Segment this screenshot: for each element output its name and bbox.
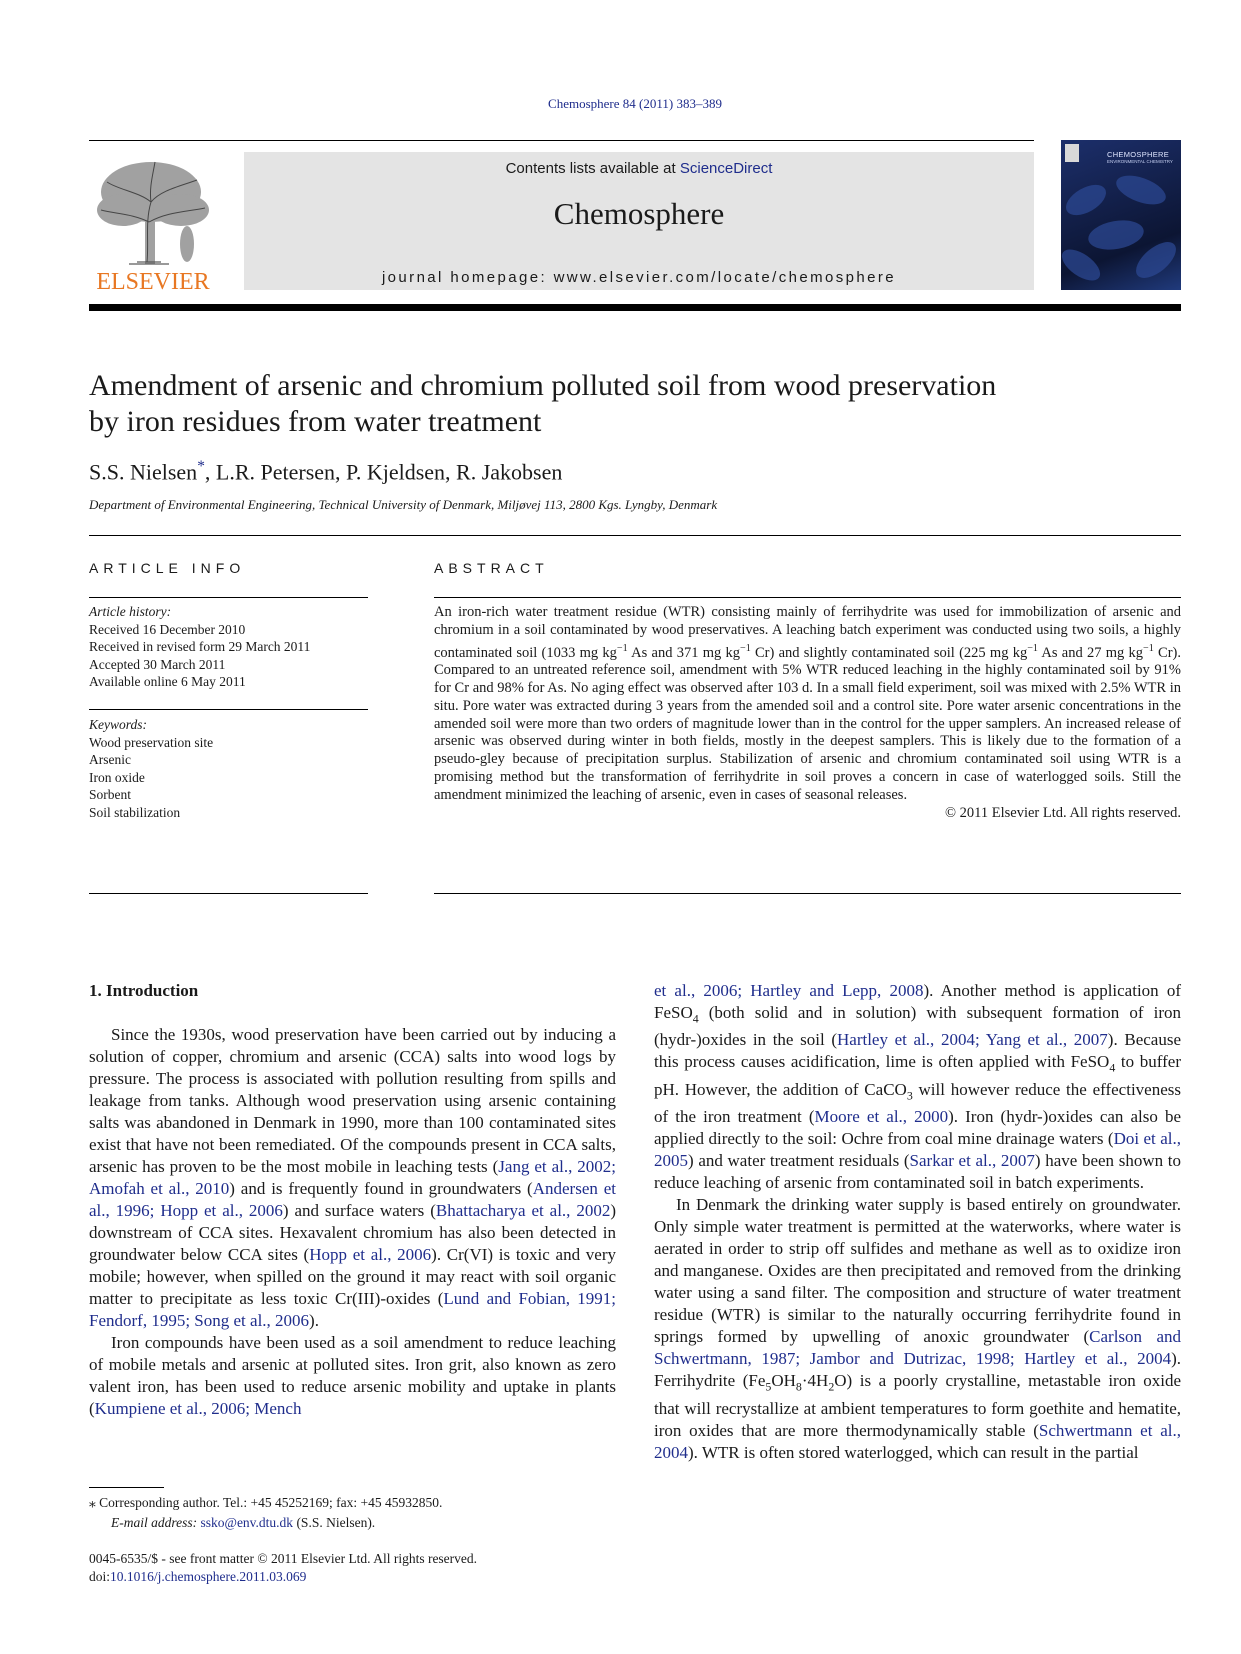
- title-rule: [89, 535, 1181, 536]
- doi-link[interactable]: 10.1016/j.chemosphere.2011.03.069: [110, 1569, 307, 1584]
- cover-title: CHEMOSPHERE: [1107, 150, 1170, 159]
- citation-link[interactable]: Jang et al., 2002; Amofah et al., 2010: [89, 1157, 617, 1198]
- body-column-right: [654, 980, 1181, 1464]
- email-link[interactable]: ssko@env.dtu.dk: [200, 1515, 294, 1530]
- keyword-item: Arsenic: [89, 752, 131, 767]
- top-rule: [89, 140, 1034, 141]
- email-label: E-mail address:: [111, 1515, 201, 1530]
- contents-prefix: Contents lists available at: [505, 160, 680, 177]
- abstract-body: [434, 604, 1181, 822]
- history-online: Available online 6 May 2011: [89, 674, 246, 689]
- authors-rest: , L.R. Petersen, P. Kjeldsen, R. Jakobsen: [204, 459, 563, 485]
- citation-link[interactable]: Hartley et al., 2004; Yang et al., 2007: [837, 1030, 1108, 1050]
- history-received: Received 16 December 2010: [89, 621, 246, 637]
- intro-paragraph-2: Iron compounds have been used as a soil amendment to reduce leaching of mobile metals and arsenic at polluted sites. Iron grit, also known as zero valent iron, has been used to reduce arsenic mobility and uptake in plants (Kumpiene et al., 2006; Mench: [89, 1333, 616, 1418]
- email-suffix: (S.S. Nielsen).: [293, 1515, 376, 1530]
- citation-link[interactable]: Doi et al., 2005: [654, 1129, 1181, 1171]
- citation-link[interactable]: Schwertmann et al., 2004: [654, 1420, 1182, 1462]
- intro-paragraph-2-continued: et al., 2006; Hartley and Lepp, 2008). Another method is application of FeSO$_4$ (both solid and in solution) with subsequent formation of iron (hydr-)oxides in the soil (Hartley et al., 2004; Yang et al., 2007). Because this process causes acidification, lime is often applied with FeSO$_4$ to buffer pH. However, the addition of CaCO$_3$ will however reduce the effectiveness of the iron treatment (Moore et al., 2000). Iron (hydr-)oxides can also be applied directly to the soil: Ochre from coal mine drainage waters (Doi et al., 2005) and water treatment residuals (Sarkar et al., 2007) have been shown to reduce leaching of arsenic from contaminated soil in batch experiments.: [654, 981, 1182, 1193]
- front-matter-line: 0045-6535/$ - see front matter © 2011 Elsevier Ltd. All rights reserved.: [89, 1551, 478, 1566]
- author-first: S.S. Nielsen: [89, 459, 198, 485]
- footnote-mark: ⁎: [89, 1495, 96, 1510]
- footnote-rule: [89, 1487, 164, 1488]
- intro-paragraph-1: Since the 1930s, wood preservation have been carried out by inducing a solution of copper, chromium and arsenic (CCA) salts into wood logs by pressure. The process is associated with pollution resulting from spills and leakage from tanks. Although wood preservation using arsenic containing salts was abandoned in Denmark in 1990, more than 100 contaminated sites exist that have not been remediated. Of the compounds present in CCA salts, arsenic has proven to be the most mobile in leaching tests (Jang et al., 2002; Amofah et al., 2010) and is frequently found in groundwaters (Andersen et al., 1996; Hopp et al., 2006) and surface waters (Bhattacharya et al., 2002) downstream of CCA sites. Hexavalent chromium has also been detected in groundwater below CCA sites (Hopp et al., 2006). Cr(VI) is toxic and very mobile; however, when spilled on the ground it may react with soil organic matter to precipitate as less toxic Cr(III)-oxides (Lund and Fobian, 1991; Fendorf, 1995; Song et al., 2006).: [89, 1025, 617, 1330]
- citation-link[interactable]: Kumpiene et al., 2006; Mench: [94, 1399, 302, 1418]
- citation-link[interactable]: Hopp et al., 2006: [309, 1245, 432, 1264]
- title-line-1: Amendment of arsenic and chromium polluted soil from wood preservation: [89, 369, 997, 402]
- keyword-item: Wood preservation site: [89, 734, 214, 750]
- citation-link[interactable]: Carlson and Schwertmann, 1987; Jambor and Dutrizac, 1998; Hartley et al., 2004: [654, 1327, 1181, 1369]
- abstract-rule-top: [434, 597, 1181, 598]
- citation-link[interactable]: Bhattacharya et al., 2002: [435, 1201, 611, 1220]
- citation-link[interactable]: Lund and Fobian, 1991; Fendorf, 1995; Song et al., 2006: [89, 1289, 616, 1330]
- header-thick-rule: [89, 304, 1181, 311]
- keywords: [89, 716, 368, 821]
- cover-thumbnail-icon: [1065, 144, 1079, 162]
- body-column-left: [89, 980, 616, 1420]
- abstract-heading: ABSTRACT: [434, 560, 549, 576]
- citation-link[interactable]: Sarkar et al., 2007: [909, 1151, 1035, 1171]
- author-list: [89, 458, 562, 485]
- abstract-text: An iron-rich water treatment residue (WTR) consisting mainly of ferrihydrite was used for immobilization of arsenic and chromium in a soil contaminated by wood preservatives. A leaching batch experiment was conducted using two soils, a highly contaminated soil (1033 mg $kg^{-1}$ As and 371 mg $kg^{-1}$ Cr) and slightly contaminated soil (225 mg $kg^{-1}$ As and 27 mg $kg^{-1}$ Cr). Compared to an untreated reference soil, amendment with 5% WTR reduced leaching in the highly contaminated soil by 91% for Cr and 98% for As. No aging effect was observed after 103 d. In a small field experiment, soil was mixed with 2.5% WTR in situ. Pore water was extracted during 3 years from the amended soil and a control site. Pore water arsenic concentrations in the amended soil were more than two orders of magnitude lower than in the control for the upper samplers. An increased release of arsenic was observed during winter in both fields, mostly in the deepest samplers. This is likely due to the formation of a pseudo-gley because of precipitation surplus. Stabilization of arsenic and chromium contaminated soil using WTR is a promising method but the transformation of ferrihydrite in soil proves a concern in case of waterlogged soils. Still the amendment minimized the leaching of arsenic, even in cases of seasonal releases.: [434, 604, 1181, 803]
- keyword-item: Soil stabilization: [89, 804, 181, 820]
- citation-link[interactable]: Andersen et al., 1996; Hopp et al., 2006: [89, 1179, 616, 1220]
- info-rule-top: [89, 597, 368, 598]
- citation-link[interactable]: Moore et al., 2000: [814, 1107, 949, 1127]
- article-info-heading: ARTICLE INFO: [89, 560, 246, 576]
- history-label: Article history:: [89, 604, 172, 619]
- keyword-item: Iron oxide: [89, 769, 145, 785]
- front-matter: [89, 1550, 616, 1586]
- contents-line: [244, 160, 1034, 177]
- journal-banner: [244, 152, 1034, 290]
- journal-homepage[interactable]: journal homepage: www.elsevier.com/locate/chemosphere: [381, 269, 897, 286]
- article-history: [89, 603, 368, 691]
- history-revised: Received in revised form 29 March 2011: [89, 639, 311, 654]
- keyword-item: Sorbent: [89, 787, 131, 802]
- info-rule-mid: [89, 709, 368, 710]
- corresponding-author-footnote: [89, 1493, 616, 1533]
- citation-link[interactable]: et al., 2006; Hartley and Lepp, 2008: [654, 981, 924, 1000]
- doi-label: doi:: [89, 1569, 111, 1584]
- abstract-rule-bottom: [434, 893, 1181, 894]
- intro-paragraph-3: In Denmark the drinking water supply is based entirely on groundwater. Only simple water treatment is permitted at the waterworks, where water is aerated in order to strip off sulfides and methane as well as to oxidize iron and manganese. Oxides are then precipitated and removed from the drinking water using a sand filter. The composition and structure of water treatment residue (WTR) is similar to the naturally occurring ferrihydrite found in springs formed by upwelling of anoxic groundwater (Carlson and Schwertmann, 1987; Jambor and Dutrizac, 1998; Hartley et al., 2004). Ferrihydrite $(Fe_5OH_8\cdot 4H_2O)$ is a poorly crystalline, metastable iron oxide that will recrystallize at ambient temperatures to form goethite and hematite, iron oxides that are more thermodynamically stable (Schwertmann et al., 2004). WTR is often stored waterlogged, which can result in the partial: [654, 1195, 1182, 1462]
- journal-name: Chemosphere: [553, 196, 725, 231]
- journal-reference[interactable]: Chemosphere 84 (2011) 383–389: [548, 96, 722, 111]
- info-rule-bottom: [89, 893, 368, 894]
- elsevier-tree-icon: [89, 152, 217, 292]
- journal-cover: [1061, 140, 1181, 290]
- title-line-2: by iron residues from water treatment: [89, 405, 542, 438]
- corresponding-author-mark[interactable]: *: [197, 458, 205, 475]
- article-title: [89, 368, 1189, 440]
- affiliation: Department of Environmental Engineering, Technical University of Denmark, Miljøvej 113, 2800 Kgs. Lyngby, Denmark: [89, 497, 718, 512]
- abstract-copyright: © 2011 Elsevier Ltd. All rights reserved.: [945, 804, 1181, 821]
- history-accepted: Accepted 30 March 2011: [89, 656, 226, 672]
- section-heading-introduction: 1. Introduction: [89, 981, 199, 1000]
- footnote-text: Corresponding author. Tel.: +45 45252169; fax: +45 45932850.: [95, 1495, 443, 1510]
- keywords-label: Keywords:: [89, 717, 147, 732]
- leaf-pattern-icon: [1061, 170, 1181, 290]
- cover-subtitle: ENVIRONMENTAL CHEMISTRY: [1107, 159, 1173, 164]
- elsevier-logo: [89, 152, 217, 292]
- sciencedirect-link[interactable]: ScienceDirect: [679, 160, 773, 177]
- publisher-wordmark: ELSEVIER: [96, 269, 210, 292]
